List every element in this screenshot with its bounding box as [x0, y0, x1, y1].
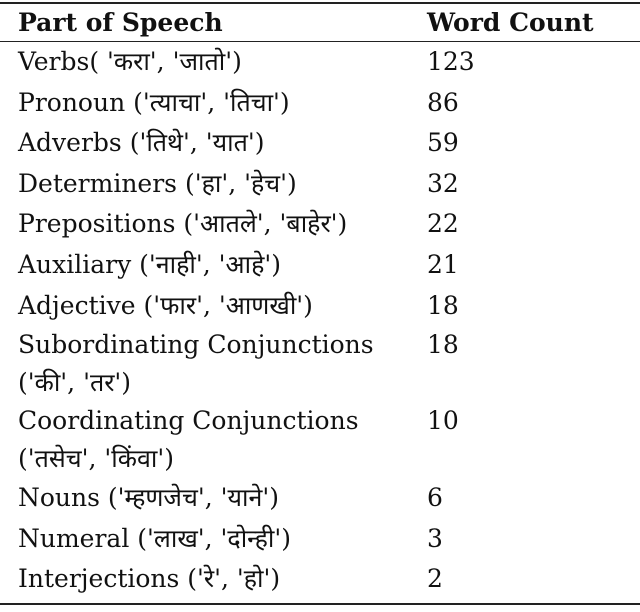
count-cell: 22: [427, 209, 459, 239]
count-cell: 10: [427, 406, 459, 436]
pos-cell: Adjective ('फार', 'आणखी'): [18, 290, 313, 320]
count-cell: 21: [427, 249, 459, 279]
table-body: [0, 42, 640, 600]
bottom-rule: [0, 603, 640, 605]
count-cell: 3: [427, 523, 443, 553]
table-row: [0, 519, 640, 560]
table-row: [0, 245, 640, 286]
table-row: [0, 326, 640, 402]
pos-cell: Nouns ('म्हणजेच', 'याने'): [18, 483, 279, 513]
table-row: [0, 402, 640, 478]
header-part-of-speech: Part of Speech: [18, 8, 223, 37]
pos-cell: Pronoun ('त्याचा', 'तिचा'): [18, 87, 290, 117]
pos-cell: Numeral ('लाख', 'दोन्ही'): [18, 523, 292, 553]
table-row: [0, 123, 640, 164]
count-cell: 32: [427, 168, 459, 198]
pos-cell: Prepositions ('आतले', 'बाहेर'): [18, 209, 348, 239]
table-row: [0, 204, 640, 245]
pos-cell: Determiners ('हा', 'हेच'): [18, 168, 297, 198]
count-cell: 59: [427, 128, 459, 158]
count-cell: 86: [427, 87, 459, 117]
pos-cell: Coordinating Conjunctions ('तसेच', 'किंवा'): [18, 406, 359, 474]
pos-cell: Subordinating Conjunctions ('की', 'तर'): [18, 330, 374, 398]
header-word-count: Word Count: [427, 8, 594, 37]
pos-cell: Verbs( 'करा', 'जातो'): [18, 47, 242, 76]
count-cell: 2: [427, 564, 443, 594]
pos-cell: Adverbs ('तिथे', 'यात'): [18, 128, 265, 158]
table-row: [0, 83, 640, 124]
table-row: [0, 559, 640, 600]
count-cell: 123: [427, 47, 475, 76]
count-cell: 18: [427, 330, 459, 360]
table-header: [0, 4, 640, 41]
table-row: [0, 478, 640, 519]
pos-cell: Auxiliary ('नाही', 'आहे'): [18, 249, 281, 279]
table-row: [0, 286, 640, 327]
table-row: [0, 42, 640, 83]
table-row: [0, 164, 640, 205]
count-cell: 6: [427, 483, 443, 513]
pos-cell: Interjections ('रे', 'हो'): [18, 564, 281, 594]
count-cell: 18: [427, 290, 459, 320]
